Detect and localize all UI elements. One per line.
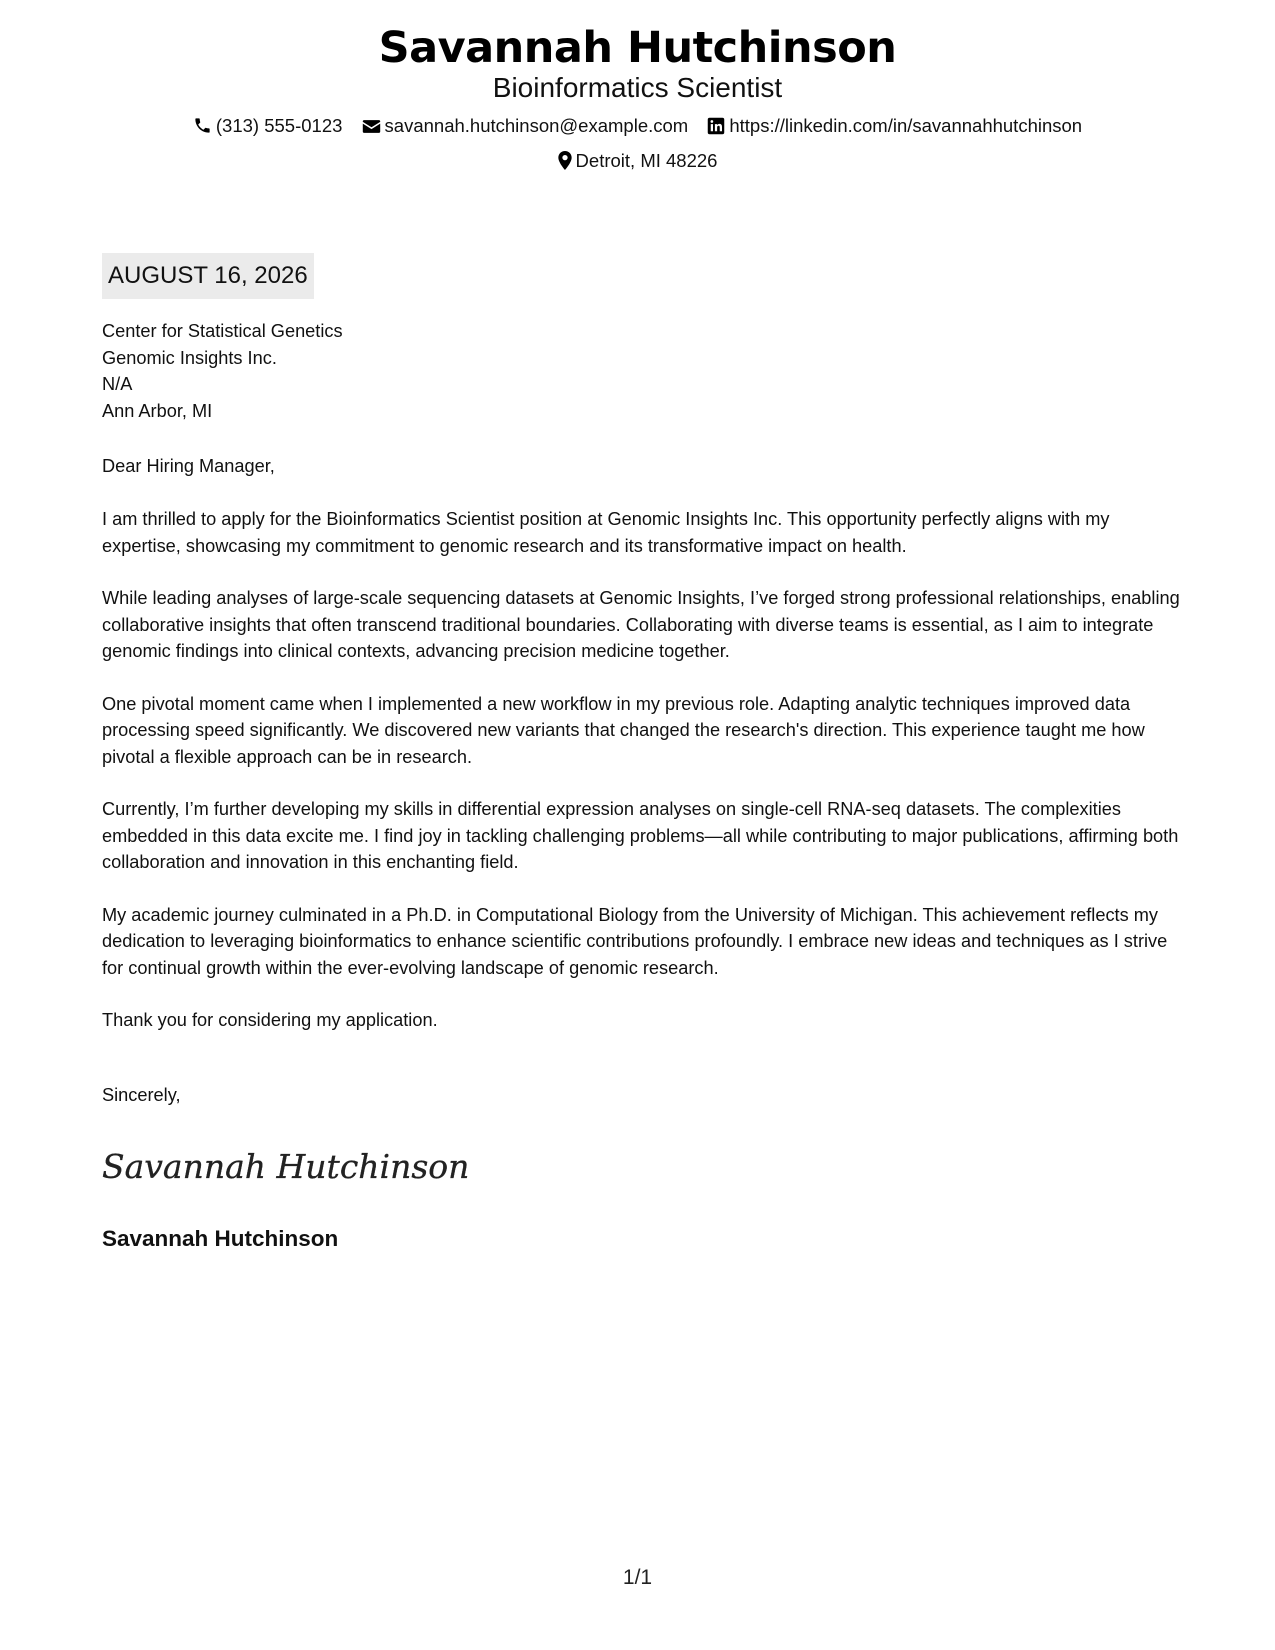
map-pin-icon <box>558 151 572 176</box>
letter-body <box>102 506 1182 1060</box>
page-number: 1/1 <box>622 1566 653 1589</box>
recipient-line: Ann Arbor, MI <box>102 400 213 421</box>
contact-location <box>0 149 1275 176</box>
body-paragraph: I am thrilled to apply for the Bioinformatics Scientist position at Genomic Insights Inc. This opportunity perfectly aligns with my expertise, showcasing my commitment to genomic research and its transformative impact on health. <box>102 509 1110 556</box>
linkedin-icon <box>707 117 725 141</box>
contact-email[interactable] <box>362 114 689 141</box>
letter-date: AUGUST 16, 2026 <box>102 253 314 299</box>
applicant-name: Savannah Hutchinson <box>378 23 897 73</box>
body-paragraph: While leading analyses of large-scale sequencing datasets at Genomic Insights, I’ve forged strong professional relationships, enabling collaborative insights that often transcend traditional boundaries. Collaborating with diverse teams is essential, as I aim to integrate genomic findings into clinical contexts, advancing precision medicine together. <box>102 588 1180 661</box>
contact-linkedin[interactable] <box>707 114 1082 141</box>
signed-name: Savannah Hutchinson <box>102 1226 339 1251</box>
salutation: Dear Hiring Manager, <box>102 456 275 476</box>
contact-phone <box>193 114 343 141</box>
body-paragraph: One pivotal moment came when I implemented a new workflow in my previous role. Adapting analytic techniques improved data processing speed significantly. We discovered new variants that changed the research's direction. This experience taught me how pivotal a flexible approach can be in research. <box>102 693 1145 767</box>
envelope-icon <box>362 117 381 141</box>
letter-header <box>0 22 1275 176</box>
closing: Sincerely, <box>102 1085 181 1105</box>
recipient-line: Genomic Insights Inc. <box>102 347 277 368</box>
phone-text: (313) 555-0123 <box>215 115 343 136</box>
phone-icon <box>193 116 212 141</box>
location-text: Detroit, MI 48226 <box>575 150 718 171</box>
signature-text: Savannah Hutchinson <box>102 1147 470 1186</box>
email-link[interactable]: savannah.hutchinson@example.com <box>384 115 689 136</box>
body-paragraph: Thank you for considering my application. <box>102 1010 438 1030</box>
handwritten-signature <box>100 1140 470 1190</box>
body-paragraph: My academic journey culminated in a Ph.D. in Computational Biology from the University of Michigan. This achievement reflects my dedication to leveraging bioinformatics to enhance scientific contributions profoundly. I embrace new ideas and techniques as I strive for continual growth within the ever-evolving landscape of genomic research. <box>102 904 1168 978</box>
body-paragraph: Currently, I’m further developing my skills in differential expression analyses on single-cell RNA-seq datasets. The complexities embedded in this data excite me. I find joy in tackling challenging problems—all while contributing to major publications, affirming both collaboration and innovation in this enchanting field. <box>102 799 1179 872</box>
recipient-address <box>102 318 1182 424</box>
applicant-title: Bioinformatics Scientist <box>492 72 783 103</box>
linkedin-link[interactable]: https://linkedin.com/in/savannahhutchinson <box>729 115 1083 136</box>
contact-row <box>0 114 1275 141</box>
recipient-line: N/A <box>102 374 133 394</box>
recipient-line: Center for Statistical Genetics <box>102 321 343 341</box>
